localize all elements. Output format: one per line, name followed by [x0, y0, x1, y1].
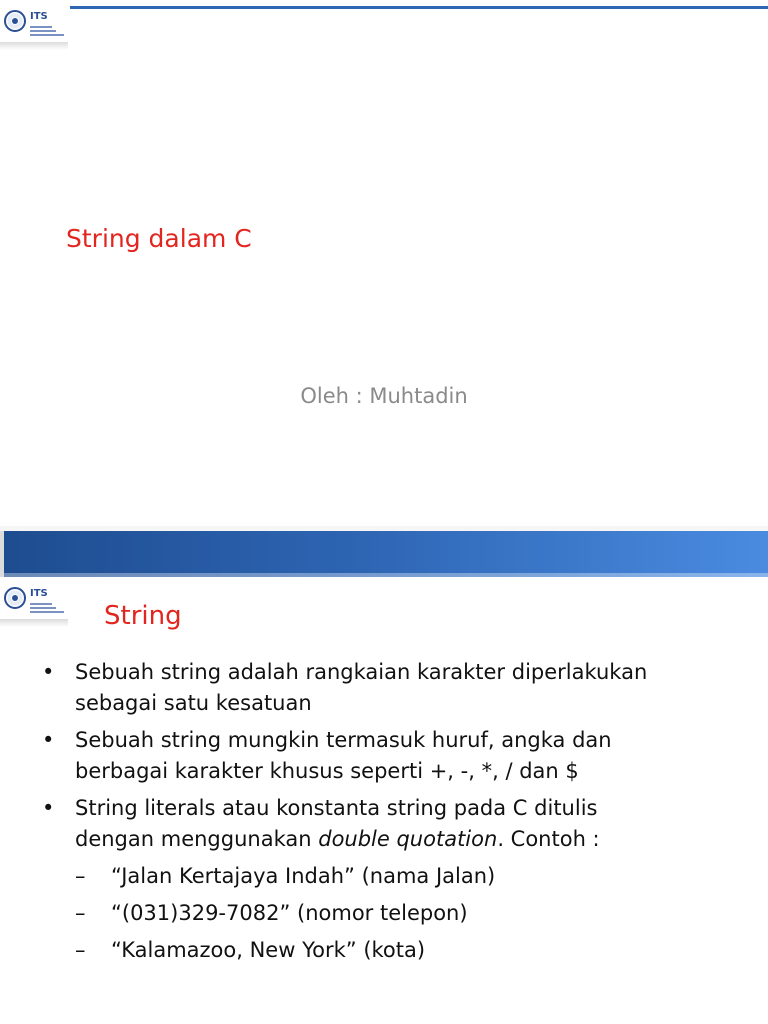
- example-item: – “Kalamazoo, New York” (kota): [75, 935, 752, 966]
- logo-wordmark: ITS: [30, 588, 48, 599]
- bullet-icon: •: [42, 796, 55, 820]
- seal-icon: [4, 10, 26, 32]
- its-logo-2: [0, 577, 68, 629]
- example-item: – “Jalan Kertajaya Indah” (nama Jalan): [75, 861, 752, 892]
- bullet-text-line: berbagai karakter khusus seperti +, -, *, / dan $: [75, 759, 579, 783]
- bullet-item: [42, 657, 752, 719]
- bullet-text-line: String literals atau konstanta string pada C ditulis: [75, 796, 598, 820]
- bullet-text-line: sebagai satu kesatuan: [75, 691, 312, 715]
- italic-term: double quotation: [318, 827, 498, 851]
- dash-icon: –: [75, 864, 86, 888]
- dash-icon: –: [75, 938, 86, 962]
- bullet-item: [42, 793, 752, 855]
- dash-icon: –: [75, 901, 86, 925]
- seal-icon: [4, 587, 26, 609]
- section-title: String: [104, 601, 182, 631]
- example-item: – “(031)329-7082” (nomor telepon): [75, 898, 752, 929]
- bullet-list: [42, 657, 752, 972]
- header-rule: [70, 6, 768, 9]
- bullet-icon: •: [42, 660, 55, 684]
- bullet-text-line: dengan menggunakan double quotation. Contoh :: [75, 827, 600, 851]
- logo-wordmark: ITS: [30, 11, 48, 22]
- blue-band: [0, 531, 768, 577]
- bullet-text-line: Sebuah string mungkin termasuk huruf, angka dan: [75, 728, 612, 752]
- author-line: Oleh : Muhtadin: [300, 384, 468, 408]
- its-logo: [0, 0, 68, 52]
- slide-title: String dalam C: [66, 224, 252, 253]
- bullet-icon: •: [42, 728, 55, 752]
- bullet-item: [42, 725, 752, 787]
- band-edge: [0, 531, 4, 577]
- content-slide: [0, 577, 768, 1024]
- bullet-text-line: Sebuah string adalah rangkaian karakter diperlakukan: [75, 660, 648, 684]
